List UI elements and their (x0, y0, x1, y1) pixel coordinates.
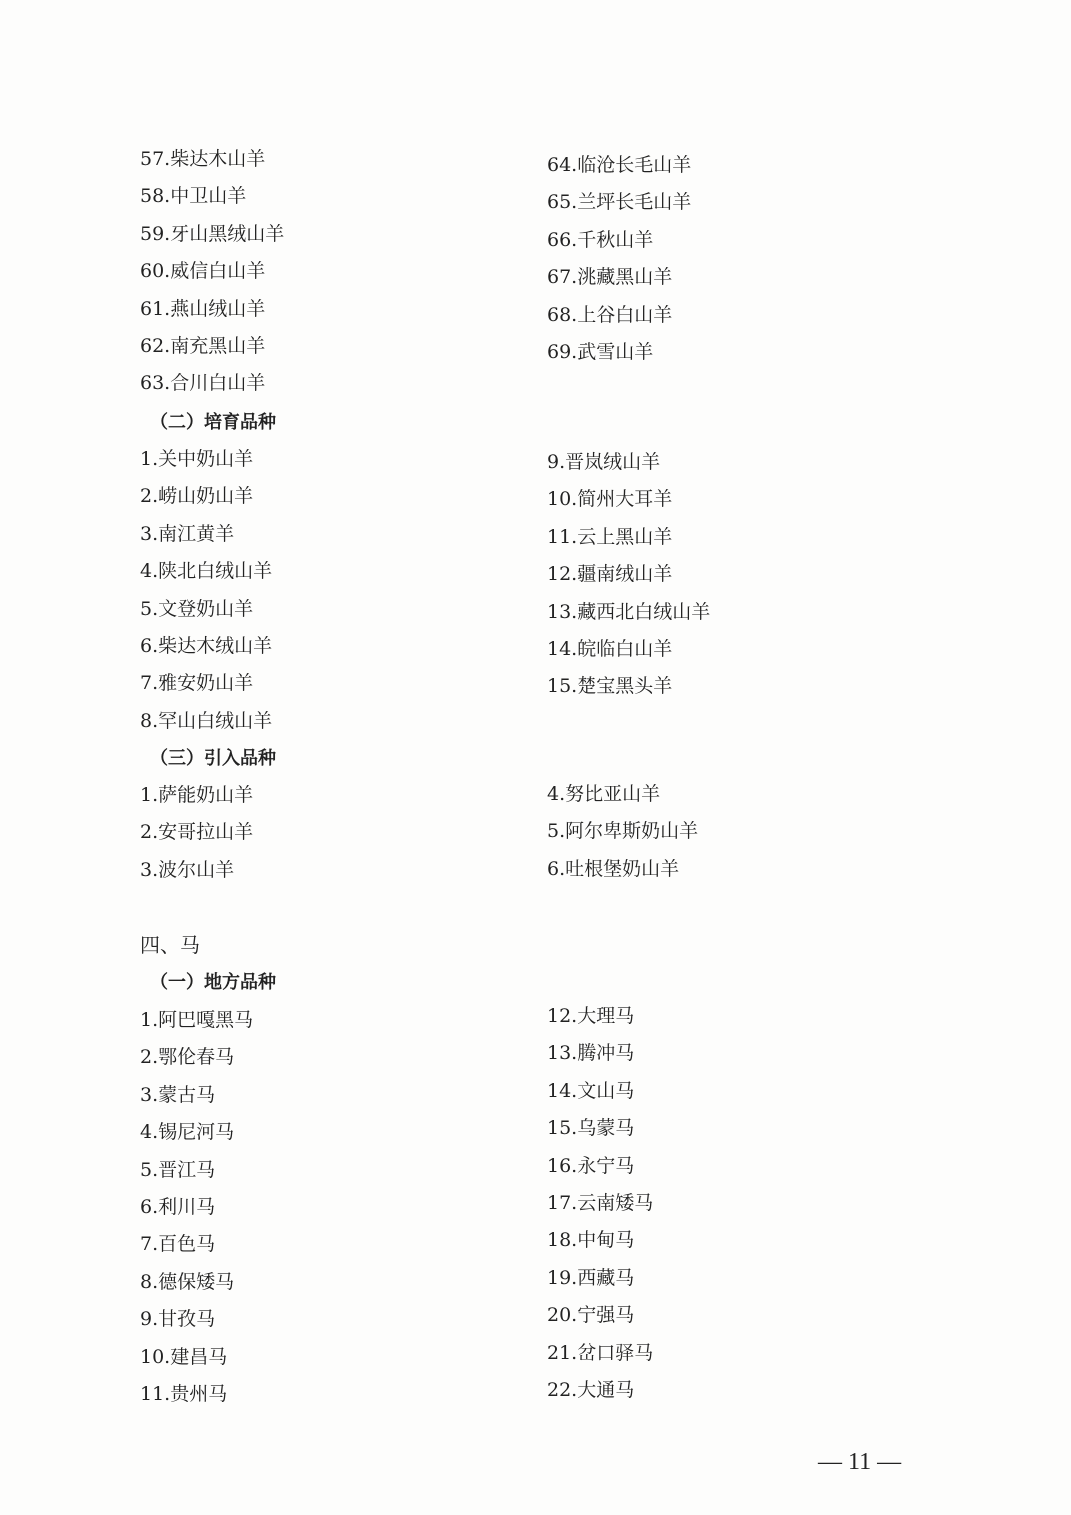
list-item: 8.德保矮马 (140, 1270, 235, 1293)
list-item: 63.合川白山羊 (140, 372, 266, 395)
list-item: 61.燕山绒山羊 (140, 297, 266, 320)
list-item: 60.威信白山羊 (140, 260, 266, 283)
list-item: 6.利川马 (140, 1195, 216, 1218)
list-item: 19.西藏马 (547, 1266, 635, 1289)
list-item: 10.建昌马 (140, 1345, 228, 1368)
list-item: 7.雅安奶山羊 (140, 672, 254, 695)
list-item: 4.努比亚山羊 (547, 783, 661, 805)
goat-local-left-list (140, 141, 284, 403)
list-item: 58.中卫山羊 (140, 185, 247, 208)
list-item: 4.锡尼河马 (140, 1121, 235, 1144)
list-item: 59.牙山黑绒山羊 (140, 222, 285, 245)
list-item: 12.疆南绒山羊 (547, 563, 673, 586)
list-item: 10.简州大耳羊 (547, 488, 673, 511)
list-item: 1.萨能奶山羊 (140, 784, 254, 806)
list-item: 3.南江黄羊 (140, 522, 235, 545)
list-item: 18.中甸马 (547, 1229, 635, 1252)
list-item: 7.百色马 (140, 1233, 216, 1256)
goat-intro-right-list (547, 776, 698, 888)
list-item: 14.文山马 (547, 1079, 635, 1102)
horse-local-section-title: （一）地方品种 (150, 972, 276, 993)
list-item: 21.岔口驿马 (547, 1341, 654, 1364)
list-item: 11.贵州马 (140, 1382, 228, 1405)
goat-intro-section-title: （三）引入品种 (150, 748, 276, 769)
goat-bred-section-title: （二）培育品种 (150, 412, 276, 433)
goat-intro-left-list (140, 777, 253, 889)
list-item: 9.晋岚绒山羊 (547, 451, 661, 473)
list-item: 6.柴达木绒山羊 (140, 634, 273, 657)
list-item: 2.鄂伦春马 (140, 1046, 235, 1069)
list-item: 57.柴达木山羊 (140, 148, 266, 170)
list-item: 69.武雪山羊 (547, 340, 654, 363)
list-item: 68.上谷白山羊 (547, 303, 673, 326)
list-item: 16.永宁马 (547, 1154, 635, 1177)
list-item: 66.千秋山羊 (547, 228, 654, 251)
list-item: 12.大理马 (547, 1005, 635, 1027)
list-item: 17.云南矮马 (547, 1191, 654, 1214)
goat-local-right-list (547, 147, 691, 371)
list-item: 9.甘孜马 (140, 1308, 216, 1331)
list-item: 14.皖临白山羊 (547, 637, 673, 660)
list-item: 6.吐根堡奶山羊 (547, 857, 680, 880)
goat-bred-left-list (140, 441, 272, 740)
list-item: 1.阿巴嘎黑马 (140, 1009, 254, 1031)
list-item: 1.关中奶山羊 (140, 448, 254, 470)
list-item: 5.晋江马 (140, 1158, 216, 1181)
horse-heading: 四、马 (140, 933, 200, 957)
horse-local-right-list (547, 998, 653, 1409)
list-item: 11.云上黑山羊 (547, 525, 673, 548)
list-item: 3.波尔山羊 (140, 858, 235, 881)
list-item: 2.崂山奶山羊 (140, 485, 254, 508)
list-item: 3.蒙古马 (140, 1083, 216, 1106)
goat-bred-right-list (547, 444, 710, 706)
list-item: 20.宁强马 (547, 1304, 635, 1327)
list-item: 62.南充黑山羊 (140, 334, 266, 357)
list-item: 5.文登奶山羊 (140, 597, 254, 620)
list-item: 67.洮藏黑山羊 (547, 266, 673, 289)
list-item: 22.大通马 (547, 1378, 635, 1401)
list-item: 5.阿尔卑斯奶山羊 (547, 820, 699, 843)
list-item: 8.罕山白绒山羊 (140, 709, 273, 732)
list-item: 64.临沧长毛山羊 (547, 154, 692, 176)
list-item: 4.陕北白绒山羊 (140, 560, 273, 583)
page-number: — 11 — (818, 1449, 902, 1475)
list-item: 15.楚宝黑头羊 (547, 675, 673, 698)
list-item: 13.腾冲马 (547, 1042, 635, 1065)
list-item: 15.乌蒙马 (547, 1117, 635, 1140)
list-item: 13.藏西北白绒山羊 (547, 600, 711, 623)
list-item: 2.安哥拉山羊 (140, 821, 254, 844)
list-item: 65.兰坪长毛山羊 (547, 191, 692, 214)
horse-local-left-list (140, 1002, 253, 1413)
